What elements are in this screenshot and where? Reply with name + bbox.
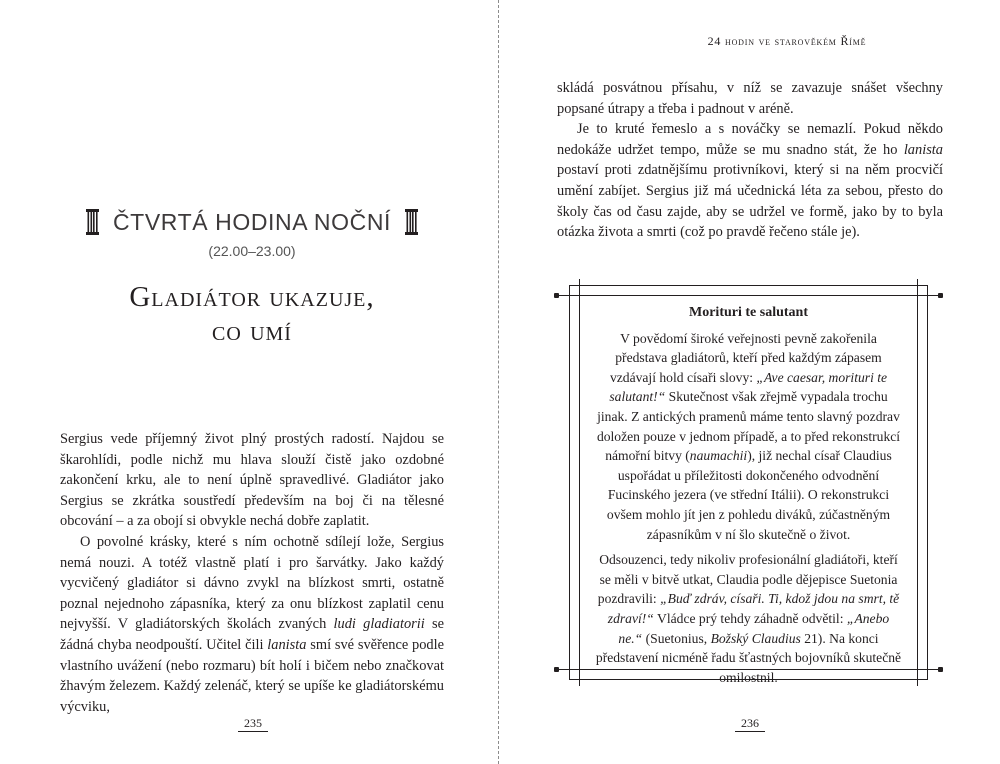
sidebar-paragraph: V povědomí široké veřejnosti pevně zakořenila představa gladiátorů, kteří před každým zápasem vzdávají hold císaři slovy: „Ave caesar, morituri te salutant!“ Skutečnost však zřejmě vypadala trochu jinak. Z antických pramenů máme tento slavný pozdrav doložen pouze v jednom případě, a to před rekonstrukcí námořní bitvy (naumachii), již nechal císař Claudius uspořádat u příležitosti dokončeného odvodnění Fucinského jezera (ve střední Itálii). O rekonstrukci ovšem mohlo jít jen z pohledu diváků, zúčastněným zápasníkům v ní šlo skutečně o život.	[596, 330, 901, 542]
frame-left-extension	[579, 279, 580, 686]
left-body-text	[60, 429, 444, 717]
italic-term: ludi gladiatorii	[333, 616, 425, 633]
corner-dot	[554, 667, 559, 672]
chapter-title-line: Gladiátor ukazuje,	[129, 281, 375, 313]
paragraph: skládá posvátnou přísahu, v níž se zavazuje snášet všechny popsané útrapy a třeba i padnout v aréně.	[557, 80, 943, 117]
page-number: 236	[735, 716, 765, 732]
italic-term: naumachii	[689, 448, 748, 464]
paragraph: Sergius vede příjemný život plný prostých radostí. Najdou se škarohlídi, podle nichž mu hlava slouží čistě jako ozdobné zakončení krku, ale to není úplně spravedlivé. Gladiátor jako Sergius se zkrátka soustředí především na boj či na tělesné obcování – a za obojí si obvykle nechá dobře zaplatit.	[60, 431, 444, 530]
chapter-title-line: co umí	[212, 315, 292, 347]
corner-dot	[554, 293, 559, 298]
sidebar-paragraph: Odsouzenci, tedy nikoliv profesionální gladiátoři, kteří se měli v bitvě utkat, Claudia podle dějepisce Suetonia pozdravili: „Buď zdráv, císaři. Ti, kdož jdou na smrt, tě zdraví!“ Vládce prý tehdy záhadně odvětil: „Anebo ne.“ (Suetonius, Božský Claudius 21). Na konci představení nicméně řadu šťastných bojovníků skutečně omilostnil.	[595, 552, 902, 685]
right-body-text	[557, 78, 943, 243]
paragraph: Je to kruté řemeslo a s nováčky se nemazlí. Pokud někdo nedokáže udržet tempo, může se mu snadno stát, že ho lanista postaví proti zdatnějšímu protivníkovi, který si na něm procvičí umění zabíjet. Sergius již má učednická léta za sebou, přesto do školy čas od času zajde, aby se udržel ve formě, jako by to byla otázka života a smrti (což po pravdě řečeno stále je).	[557, 121, 943, 241]
italic-term: lanista	[267, 636, 307, 653]
frame-right	[927, 285, 928, 680]
hour-time: (22.00–23.00)	[208, 243, 296, 259]
frame-right-extension	[917, 279, 918, 686]
hour-title: ČTVRTÁ HODINA NOČNÍ	[112, 208, 392, 235]
frame-top-extension	[557, 295, 940, 296]
left-page	[0, 0, 497, 764]
running-head: 24 hodin ve starověkém Římě	[707, 34, 867, 48]
page-number: 235	[238, 716, 268, 732]
italic-quote: „Ave caesar, morituri te salutant!“	[609, 369, 888, 405]
chapter-title	[60, 280, 444, 348]
italic-quote: „Buď zdráv, císaři. Ti, kdož jdou na smrt, tě zdraví!“	[607, 591, 900, 626]
sidebar-content	[595, 303, 902, 693]
paragraph: O povolné krásky, které s ním ochotně sdílejí lože, Sergius nemá nouzi. A totéž vlastně platí i pro šarvátky. Jako každý vycvičený gladiátor si dávno zvykl na blízkost smrti, ostatně poznal nejednoho zápasníka, který za onu blízkost zaplatil cenu nejvyšší. V gladiátorských školách zvaných ludi gladiatorii se žádná chyba neodpouští. Učitel čili lanista smí své svěřence podle vlastního uvážení (nebo rozmaru) bít holí i bičem nebo značkovat žhavým železem. Každý zelenáč, který se upíše ke gladiátorskému výcviku,	[60, 533, 444, 715]
corner-dot	[938, 667, 943, 672]
italic-term: lanista	[903, 141, 943, 158]
frame-top	[569, 285, 928, 286]
page-divider	[498, 0, 499, 764]
column-icon	[86, 209, 99, 235]
italic-quote: „Anebo ne.“	[618, 610, 890, 646]
corner-dot	[938, 293, 943, 298]
column-icon	[405, 209, 418, 235]
frame-left	[569, 285, 570, 680]
italic-term: Božský Claudius	[710, 630, 801, 646]
hour-heading	[72, 205, 432, 239]
sidebar-title: Morituri te salutant	[689, 305, 808, 320]
sidebar-box	[569, 285, 928, 685]
